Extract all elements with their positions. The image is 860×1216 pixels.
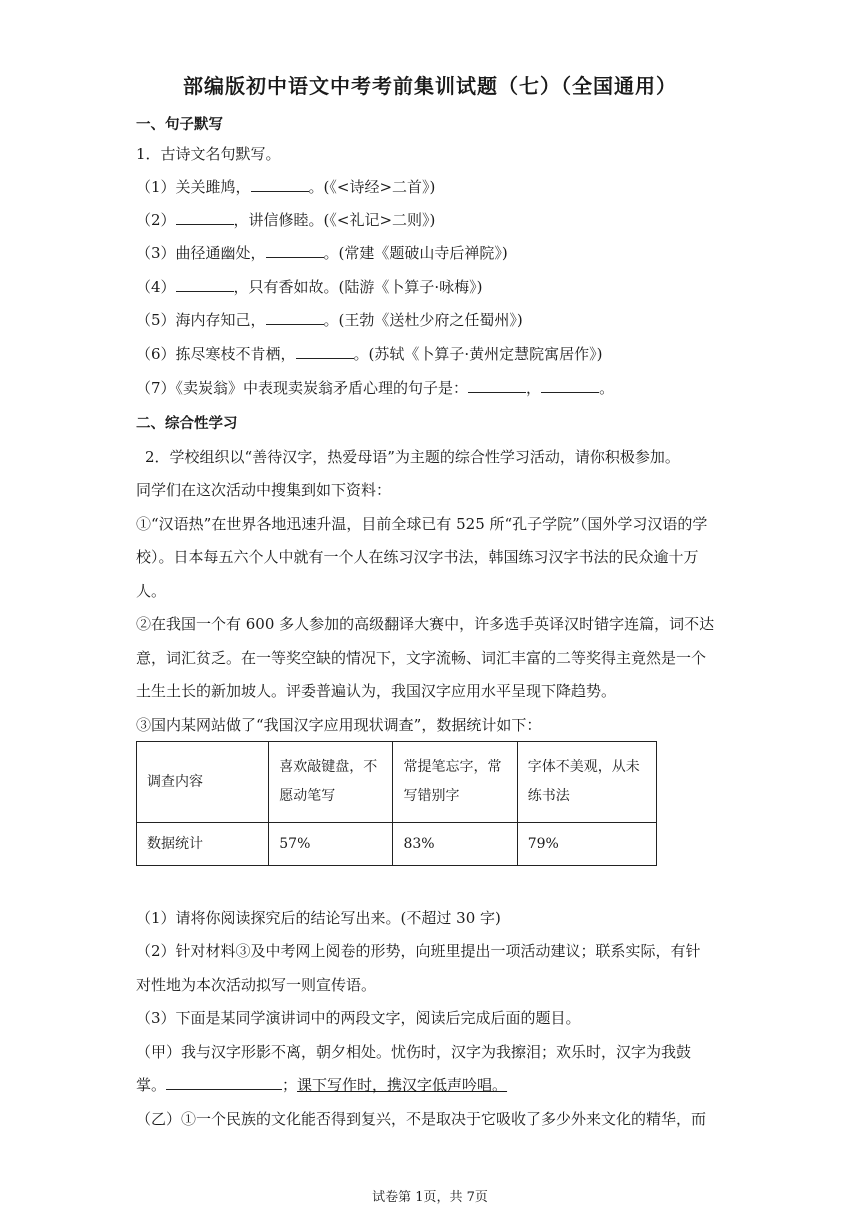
table-row xyxy=(137,823,657,866)
item-source: 。(苏轼《卜算子·黄州定慧院寓居作》) xyxy=(353,345,603,363)
poem-item-3 xyxy=(136,242,508,263)
table-cell: 常提笔忘字，常写错别字 xyxy=(393,742,517,823)
poem-item-1 xyxy=(136,176,435,197)
material-1-line: ①“汉语热”在世界各地迅速升温，目前全球已有 525 所“孔子学院”（国外学习汉语的学 xyxy=(136,515,708,533)
material-1-line: 校）。日本每五六个人中就有一个人在练习汉字书法，韩国练习汉字书法的民众逾十万 xyxy=(136,548,699,566)
material-1-line: 人。 xyxy=(136,582,167,600)
answer-blank[interactable] xyxy=(296,344,354,359)
section-heading-2: 二、综合性学习 xyxy=(136,416,238,432)
question-1: 1．古诗文名句默写。 xyxy=(136,145,281,163)
poem-item-6 xyxy=(136,343,603,364)
item-text: （3）曲径通幽处， xyxy=(136,244,266,262)
subquestion-2-line: 对性地为本次活动拟写一则宣传语。 xyxy=(136,976,377,994)
material-2-line: ②在我国一个有 600 多人参加的高级翻译大赛中，许多选手英译汉时错字连篇，词不达 xyxy=(136,615,715,633)
period: 。 xyxy=(599,379,615,397)
item-source: ，只有香如故。(陆游《卜算子·咏梅》) xyxy=(233,278,483,296)
table-cell: 57% xyxy=(269,823,393,866)
survey-table xyxy=(136,741,657,866)
poem-item-4 xyxy=(136,276,483,297)
material-intro: 同学们在这次活动中搜集到如下资料： xyxy=(136,481,392,499)
material-2-line: 意，词汇贫乏。在一等奖空缺的情况下，文字流畅、词汇丰富的二等奖得主竟然是一个 xyxy=(136,649,707,667)
passage-text: 掌。 xyxy=(136,1076,167,1094)
answer-blank[interactable] xyxy=(266,310,324,325)
answer-blank[interactable] xyxy=(176,277,234,292)
separator: ， xyxy=(526,379,542,397)
item-text: （4） xyxy=(136,278,176,296)
item-source: ，讲信修睦。(《<礼记>二则》) xyxy=(233,211,436,229)
page-footer: 试卷第 1页，共 7页 xyxy=(372,1190,488,1205)
answer-blank[interactable] xyxy=(266,243,324,258)
subquestion-2-line: （2）针对材料③及中考网上阅卷的形势，向班里提出一项活动建议；联系实际，有针 xyxy=(136,942,701,960)
item-source: 。(王勃《送杜少府之任蜀州》) xyxy=(323,311,523,329)
subquestion-1: （1）请将你阅读探究后的结论写出来。(不超过 30 字) xyxy=(136,909,501,927)
item-text: （1）关关雎鸠， xyxy=(136,178,251,196)
passage-yi-line: （乙）①一个民族的文化能否得到复兴，不是取决于它吸收了多少外来文化的精华，而 xyxy=(136,1110,707,1128)
passage-jia-line: （甲）我与汉字形影不离，朝夕相处。忧伤时，汉字为我擦泪；欢乐时，汉字为我鼓 xyxy=(136,1043,692,1061)
table-cell: 字体不美观，从未练书法 xyxy=(517,742,656,823)
item-text: （5）海内存知己， xyxy=(136,311,266,329)
poem-item-5 xyxy=(136,309,523,330)
item-text: （6）拣尽寒枝不肯栖， xyxy=(136,345,296,363)
answer-blank[interactable] xyxy=(251,177,309,192)
table-cell: 调查内容 xyxy=(137,742,269,823)
answer-blank[interactable] xyxy=(176,210,234,225)
answer-blank[interactable] xyxy=(468,378,526,393)
item-source: 。(《<诗经>二首》) xyxy=(308,178,436,196)
poem-item-2 xyxy=(136,209,435,230)
table-cell: 数据统计 xyxy=(137,823,269,866)
underlined-sentence: 课下写作时，携汉字低声吟唱。 xyxy=(297,1076,508,1094)
material-3-intro: ③国内某网站做了“我国汉字应用现状调查”，数据统计如下： xyxy=(136,716,542,734)
page-title: 部编版初中语文中考考前集训试题（七）（全国通用） xyxy=(183,74,677,98)
table-cell: 83% xyxy=(393,823,517,866)
answer-blank[interactable] xyxy=(541,378,599,393)
table-cell: 79% xyxy=(517,823,656,866)
item-text: （7）《卖炭翁》中表现卖炭翁矛盾心理的句子是： xyxy=(136,379,469,397)
item-source: 。(常建《题破山寺后禅院》) xyxy=(323,244,508,262)
section-heading-1: 一、句子默写 xyxy=(136,117,223,133)
passage-jia-line xyxy=(136,1074,507,1095)
subquestion-3: （3）下面是某同学演讲词中的两段文字，阅读后完成后面的题目。 xyxy=(136,1009,581,1027)
separator: ； xyxy=(282,1076,298,1094)
table-cell: 喜欢敲键盘，不愿动笔写 xyxy=(269,742,393,823)
answer-blank[interactable] xyxy=(166,1075,282,1090)
question-2: 2．学校组织以“善待汉字，热爱母语”为主题的综合性学习活动，请你积极参加。 xyxy=(145,448,680,466)
material-2-line: 土生土长的新加坡人。评委普遍认为，我国汉字应用水平呈现下降趋势。 xyxy=(136,682,617,700)
item-text: （2） xyxy=(136,211,176,229)
poem-item-7 xyxy=(136,377,614,398)
table-row xyxy=(137,742,657,823)
